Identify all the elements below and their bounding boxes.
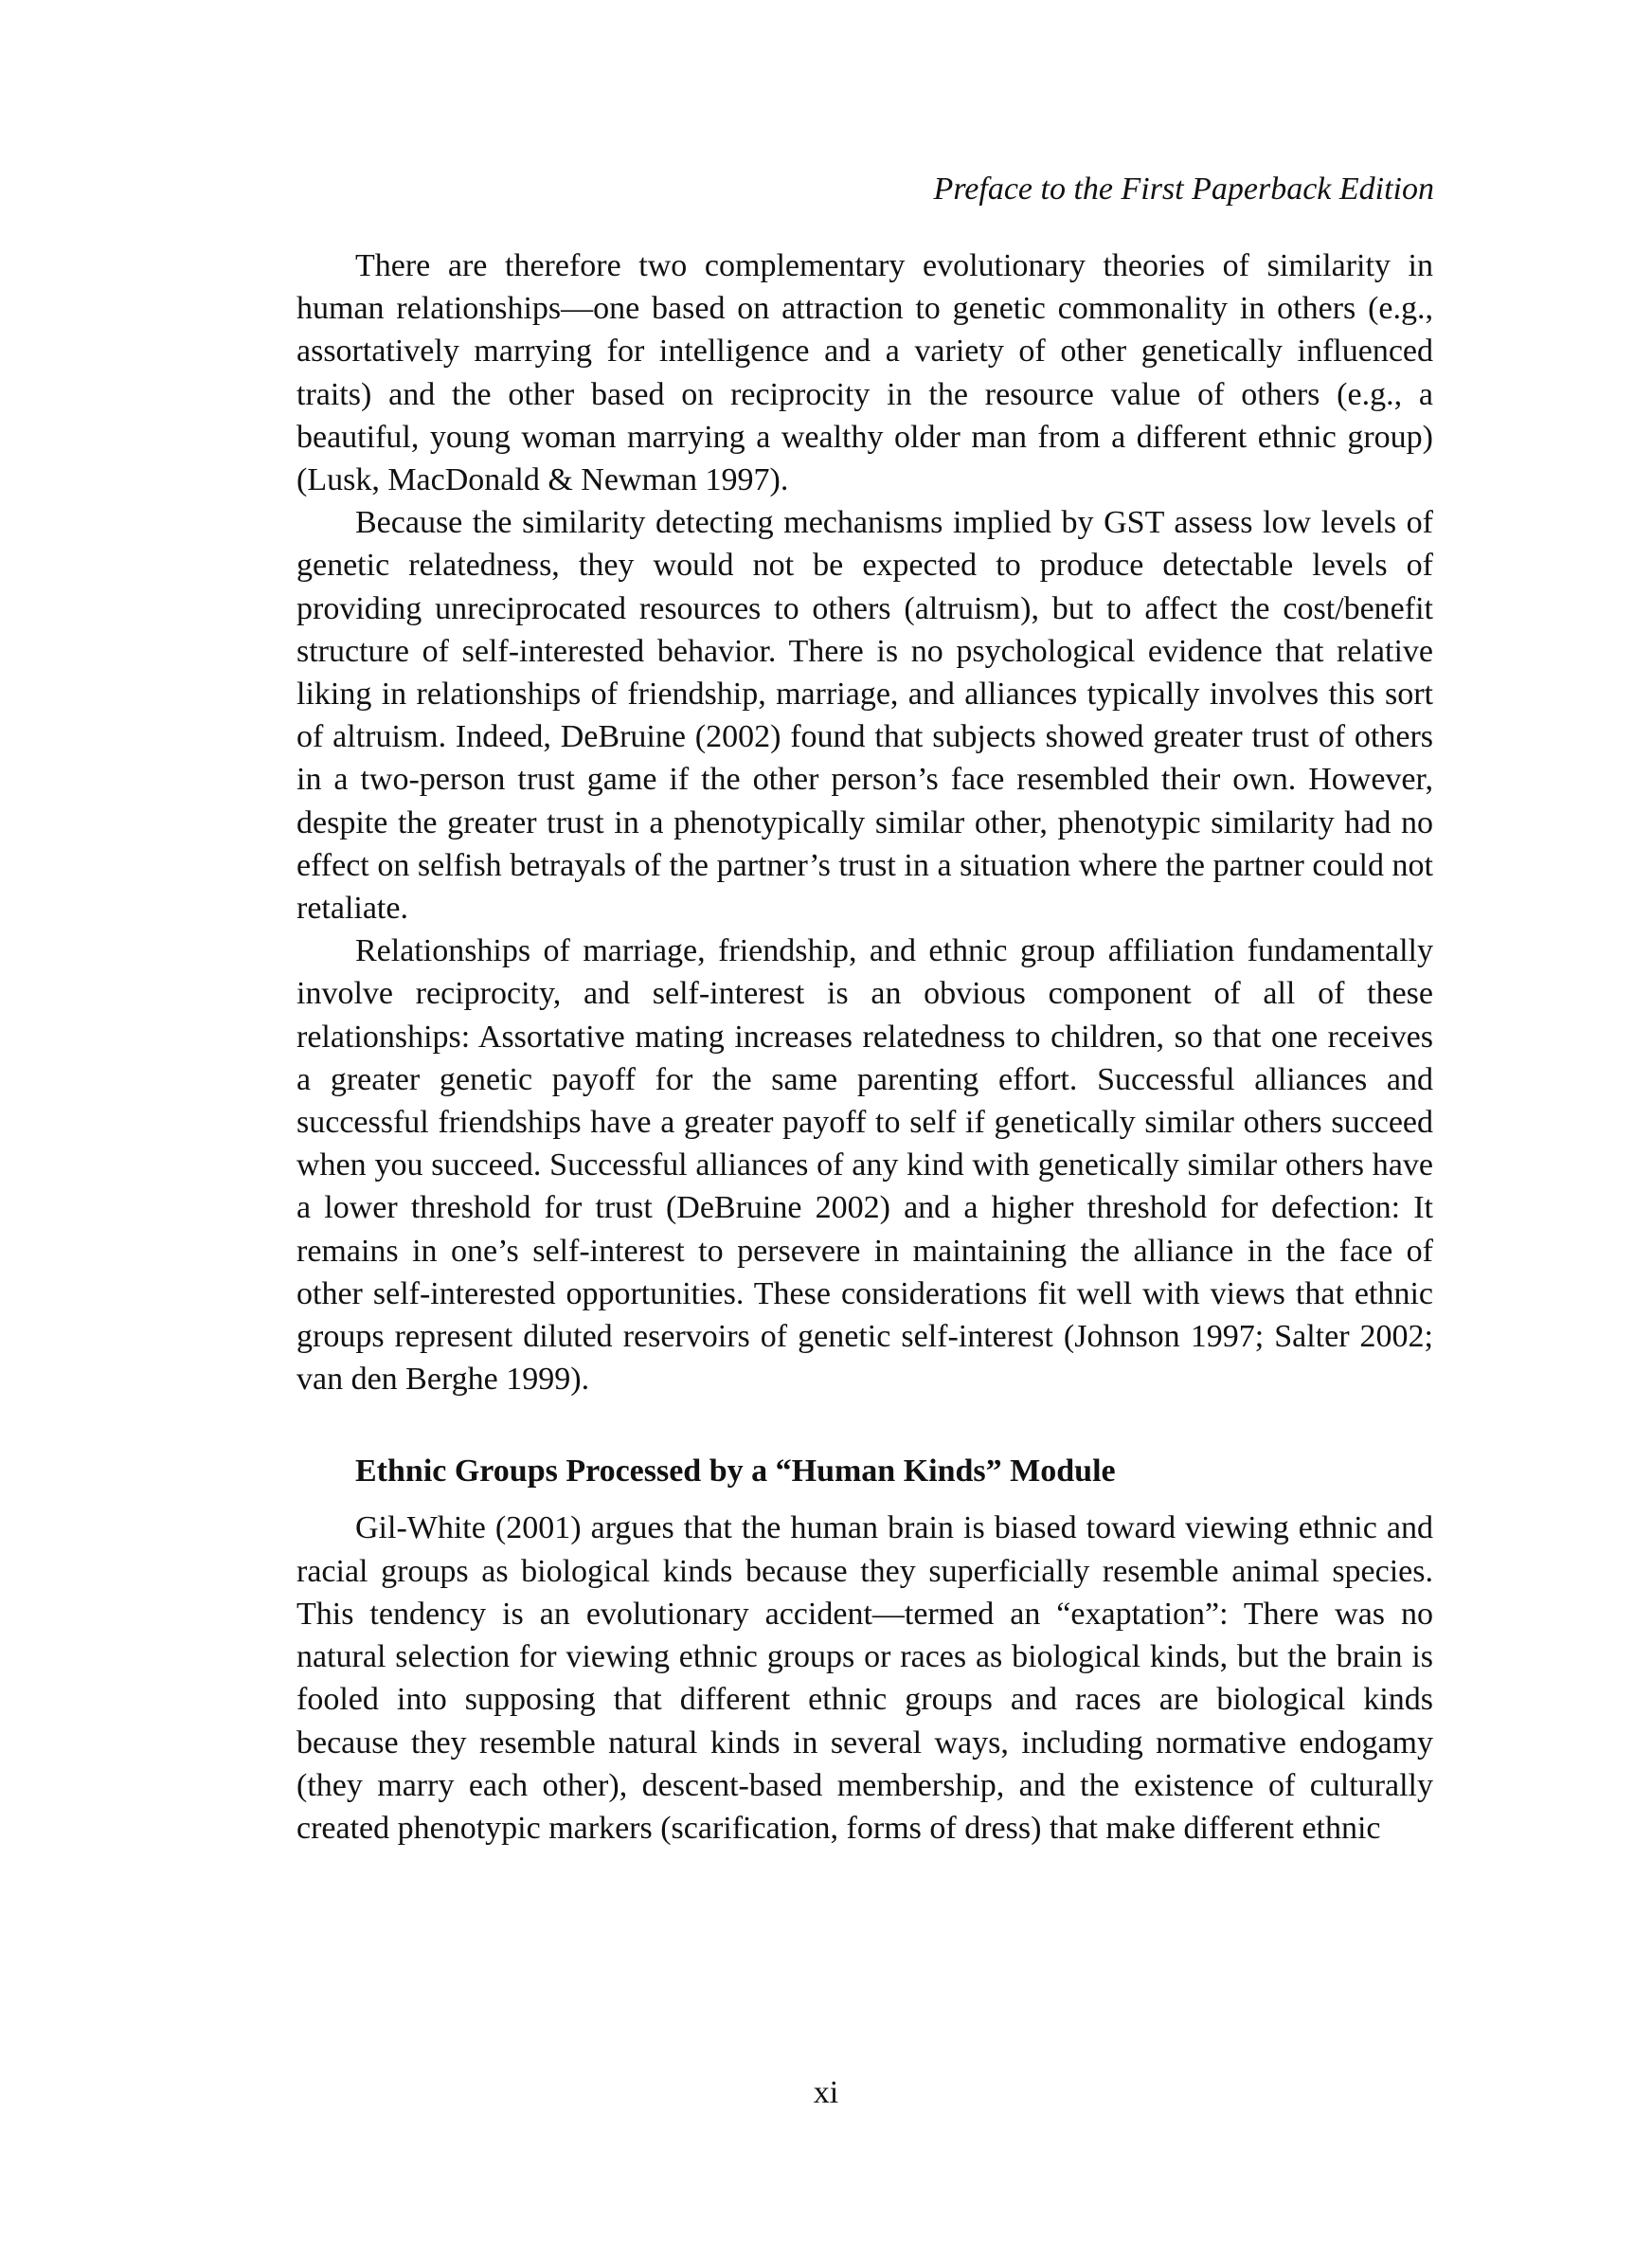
body-text: [296, 244, 1433, 1850]
page-number: xi: [813, 2075, 839, 2110]
paragraph-reciprocity-self-interest: Relationships of marriage, friendship, and ethnic group affiliation fundamentally involve reciprocity, and self-interest is an obvious component of all of these relationships: Assortative mating increases relatedness to children, so that one receives a greater genetic payoff for the same parenting effort. Successful alliances and successful friendships have a greater payoff to self if genetically similar others succeed when you succeed. Successful alliances of any kind with genetically similar others have a lower threshold for trust (DeBruine 2002) and a higher threshold for defection: It remains in one’s self-interest to persevere in maintaining the alliance in the face of other self-interested opportunities. These considerations fit well with views that ethnic groups represent diluted reservoirs of genetic self-interest (Johnson 1997; Salter 2002; van den Berghe 1999).: [296, 933, 1433, 1398]
paragraph-human-kinds: Gil-White (2001) argues that the human brain is biased toward viewing ethnic and racial groups as biological kinds because they superficially resemble animal species. This tendency is an evolutionary accident—termed an “exaptation”: There was no natural selection for viewing ethnic groups or races as biological kinds, but the brain is fooled into supposing that different ethnic groups and races are biological kinds because they resemble natural kinds in several ways, including normative endogamy (they marry each other), descent-based membership, and the existence of culturally created phenotypic markers (scarification, forms of dress) that make different ethnic: [296, 1510, 1433, 1846]
paragraph-similarity-theories: There are therefore two complementary evolutionary theories of similarity in human relationships—one based on attraction to genetic commonality in others (e.g., assortatively marrying for intelligence and a variety of other genetically influenced traits) and the other based on reciprocity in the resource value of others (e.g., a beautiful, young woman marrying a wealthy older man from a different ethnic group) (Lusk, MacDonald & Newman 1997).: [296, 248, 1433, 498]
section-heading: Ethnic Groups Processed by a “Human Kinds” Module: [355, 1454, 1116, 1490]
paragraph-gst-altruism: Because the similarity detecting mechanisms implied by GST assess low levels of genetic relatedness, they would not be expected to produce detectable levels of providing unreciprocated resources to others (altruism), but to affect the cost/benefit structure of self-interested behavior. There is no psychological evidence that relative liking in relationships of friendship, marriage, and alliances typically involves this sort of altruism. Indeed, DeBruine (2002) found that subjects showed greater trust of others in a two-person trust game if the other person’s face resembled their own. However, despite the greater trust in a phenotypically similar other, phenotypic similarity had no effect on selfish betrayals of the partner’s trust in a situation where the partner could not retaliate.: [296, 505, 1433, 927]
running-head: Preface to the First Paperback Edition: [933, 172, 1434, 207]
